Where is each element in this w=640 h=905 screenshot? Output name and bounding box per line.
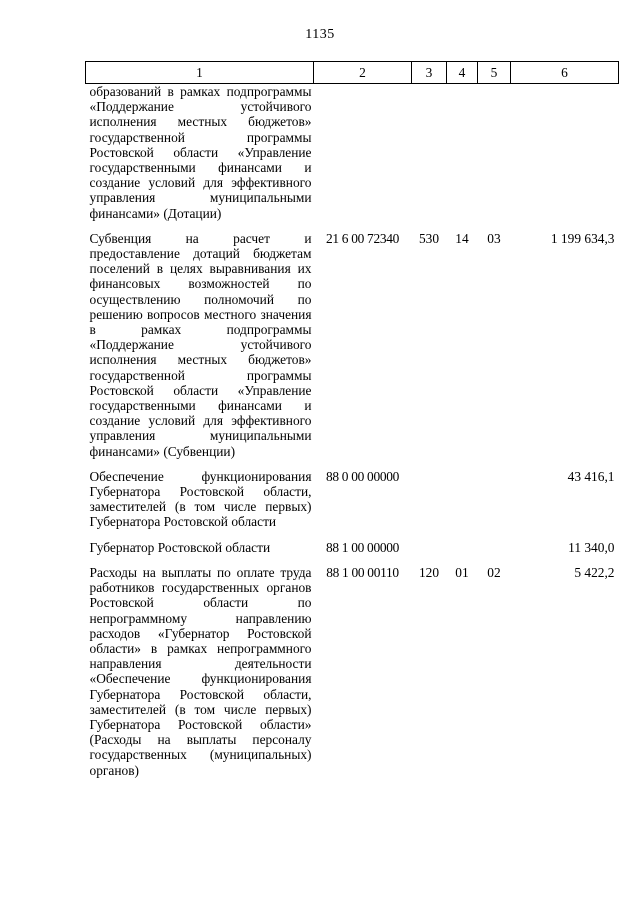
row-vr: [412, 84, 447, 231]
row-vr: [412, 469, 447, 540]
row-name: Субвенция на расчет и предоставление дотаций бюджетам поселений в целях выравнивания их финансовых возможностей по осуществлению полномочий по решению вопросов местного значения в рамках подпрограммы «Поддержание устойчивого исполнения местных бюджетов» государственной программы Ростовской области «Управление государственными финансами и создание условий для эффективного управления муниципальными финансами» (Субвенции): [89, 230, 312, 459]
table-row: [86, 469, 619, 540]
row-name: Обеспечение функционирования Губернатора Ростовской области, заместителей (в том числе первых) Губернатора Ростовской области: [89, 468, 312, 530]
row-pr: 02: [487, 564, 501, 580]
row-code: 21 6 00 72340: [325, 230, 400, 246]
row-rz: 01: [455, 564, 469, 580]
row-amount: [511, 84, 619, 231]
row-amount: 43 416,1: [567, 468, 615, 484]
row-code: [314, 84, 412, 231]
row-rz: [447, 540, 478, 565]
column-header-1: 1: [86, 62, 314, 84]
row-pr: 03: [487, 230, 501, 246]
row-name: Губернатор Ростовской области: [89, 539, 271, 555]
table-row: [86, 540, 619, 565]
row-rz: [447, 469, 478, 540]
row-pr: [478, 84, 511, 231]
row-amount: 5 422,2: [574, 564, 615, 580]
column-header-6: 6: [511, 62, 619, 84]
row-name: образований в рамках подпрограммы «Поддержание устойчивого исполнения местных бюджетов» государственной программы Ростовской области «Управление государственными финансами и создание условий для эффективного управления муниципальными финансами» (Дотации): [89, 84, 312, 221]
column-header-2: 2: [314, 62, 412, 84]
table-header-row: [86, 62, 619, 84]
table-row: [86, 84, 619, 231]
row-rz: [447, 84, 478, 231]
budget-table: [85, 61, 619, 788]
column-header-3: 3: [412, 62, 447, 84]
row-code: 88 1 00 00000: [325, 539, 400, 555]
row-rz: 14: [455, 230, 469, 246]
row-vr: [412, 540, 447, 565]
row-code: 88 1 00 00110: [326, 564, 399, 580]
row-amount: 11 340,0: [568, 539, 615, 555]
table-row: [86, 231, 619, 469]
row-name: Расходы на выплаты по оплате труда работников государственных органов Ростовской области по непрограммному направлению расходов «Губернатор Ростовской области» в рамках непрограммного направления деятельности «Обеспечение функционирования Губернатора Ростовской области, заместителей (в том числе первых) Губернатора Ростовской области» (Расходы на выплаты персоналу государственных (муниципальных) органов): [89, 564, 312, 778]
row-code: 88 0 00 00000: [325, 468, 400, 484]
row-amount: 1 199 634,3: [550, 230, 615, 246]
column-header-4: 4: [447, 62, 478, 84]
table-row: [86, 565, 619, 788]
row-pr: [478, 540, 511, 565]
page-number: 1135: [305, 27, 335, 42]
row-vr: 530: [418, 230, 440, 246]
column-header-5: 5: [478, 62, 511, 84]
row-pr: [478, 469, 511, 540]
row-vr: 120: [418, 564, 440, 580]
